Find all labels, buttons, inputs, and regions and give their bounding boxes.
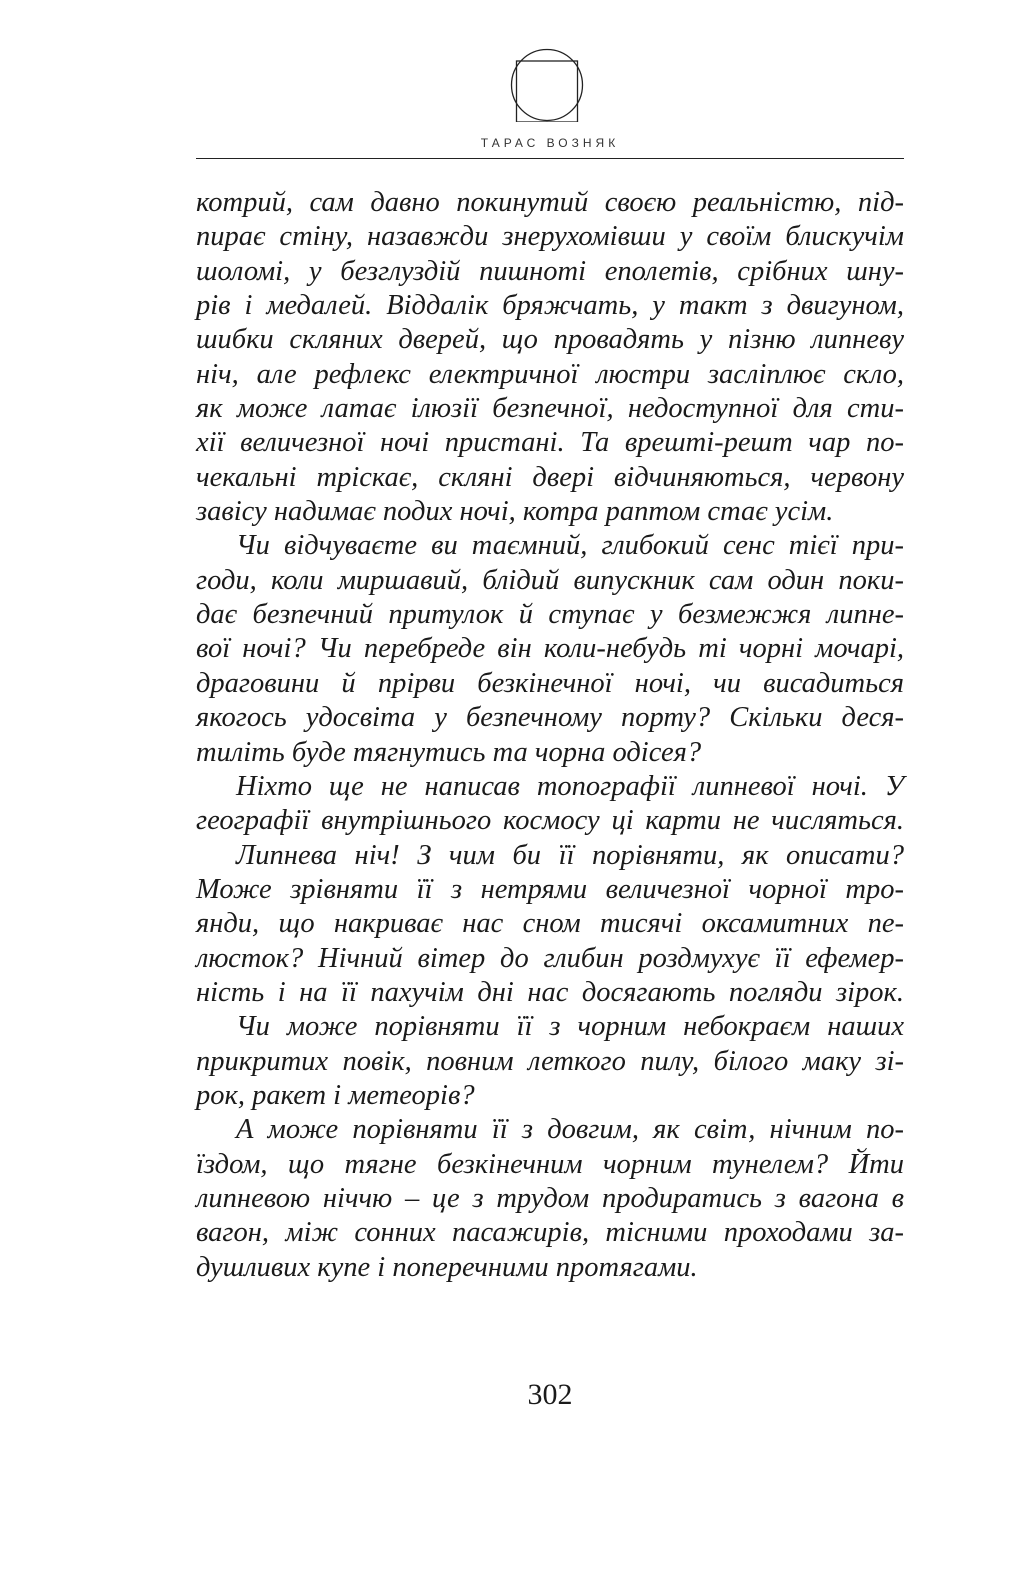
text-line: завісу надимає подих ночі, котра раптом стає усім. — [196, 496, 834, 528]
text-line: прикритих повік, повним леткого пилу, білого маку зі- — [196, 1045, 904, 1077]
text-line: люсток? Нічний вітер до глибин роздмухує її ефемер- — [196, 942, 904, 974]
text-line: годи, коли миршавий, блідий випускник сам один поки- — [196, 564, 904, 596]
text-line: вагон, між сонних пасажирів, тісними проходами за- — [196, 1217, 904, 1249]
body-text — [196, 186, 904, 1285]
text-line: шоломі, у безглуздій пишноті еполетів, срібних шну- — [196, 255, 904, 287]
text-line: пирає стіну, назавжди знерухомівши у своїм блискучім — [196, 221, 904, 253]
text-line: янди, що накриває нас сном тисячі оксамитних пе- — [196, 908, 904, 940]
page-number: 302 — [527, 1378, 573, 1411]
text-line: рів і медалей. Віддалік бряжчать, у такт з двигуном, — [196, 290, 904, 322]
running-head: ТАРАС ВОЗНЯК — [480, 136, 620, 150]
text-line: хії величезної ночі пристані. Та врешті-решт чар по- — [196, 427, 904, 459]
text-line: рок, ракет і метеорів? — [196, 1079, 475, 1111]
text-line: дає безпечний притулок й ступає у безмежжя липне- — [196, 599, 904, 631]
text-line: Чи відчуваєте ви таємний, глибокий сенс тієї при- — [236, 530, 904, 562]
text-line: географії внутрішнього космосу ці карти не числяться. — [196, 805, 904, 837]
text-line: Липнева ніч! З чим би її порівняти, як описати? — [236, 839, 904, 871]
header-rule — [196, 158, 904, 159]
circle-square-emblem-icon — [510, 48, 584, 122]
text-line: ність і на її пахучім дні нас досягають погляди зірок. — [196, 976, 904, 1008]
text-line: Ніхто ще не написав топографії липневої ночі. У — [236, 770, 904, 802]
text-line: драговини й прірви безкінечної ночі, чи висадиться — [196, 667, 904, 699]
text-line: липневою ніччю – це з трудом продиратись з вагона в — [196, 1182, 904, 1214]
text-line: душливих купе і поперечними протягами. — [196, 1251, 698, 1283]
text-line: шибки скляних дверей, що провадять у пізню липневу — [196, 324, 904, 356]
text-line: А може порівняти її з довгим, як світ, нічним по- — [236, 1114, 904, 1146]
text-line: їздом, що тягне безкінечним чорним тунелем? Йти — [196, 1148, 904, 1180]
text-line: тиліть буде тягнутись та чорна одісея? — [196, 736, 702, 768]
text-line: як може латає ілюзії безпечної, недоступної для сти- — [196, 393, 904, 425]
text-line: якогось удосвіта у безпечному порту? Скільки деся- — [196, 702, 904, 734]
text-line: вої ночі? Чи перебреде він коли-небудь ті чорні мочарі, — [196, 633, 904, 665]
text-line: чекальні тріскає, скляні двері відчиняються, червону — [196, 461, 904, 493]
text-line: Чи може порівняти її з чорним небокраєм наших — [236, 1011, 904, 1043]
text-line: котрий, сам давно покинутий своєю реальністю, під- — [196, 187, 904, 218]
text-line: Може зрівняти її з нетрями величезної чорної тро- — [196, 873, 904, 905]
text-line: ніч, але рефлекс електричної люстри засліплює скло, — [196, 358, 904, 390]
